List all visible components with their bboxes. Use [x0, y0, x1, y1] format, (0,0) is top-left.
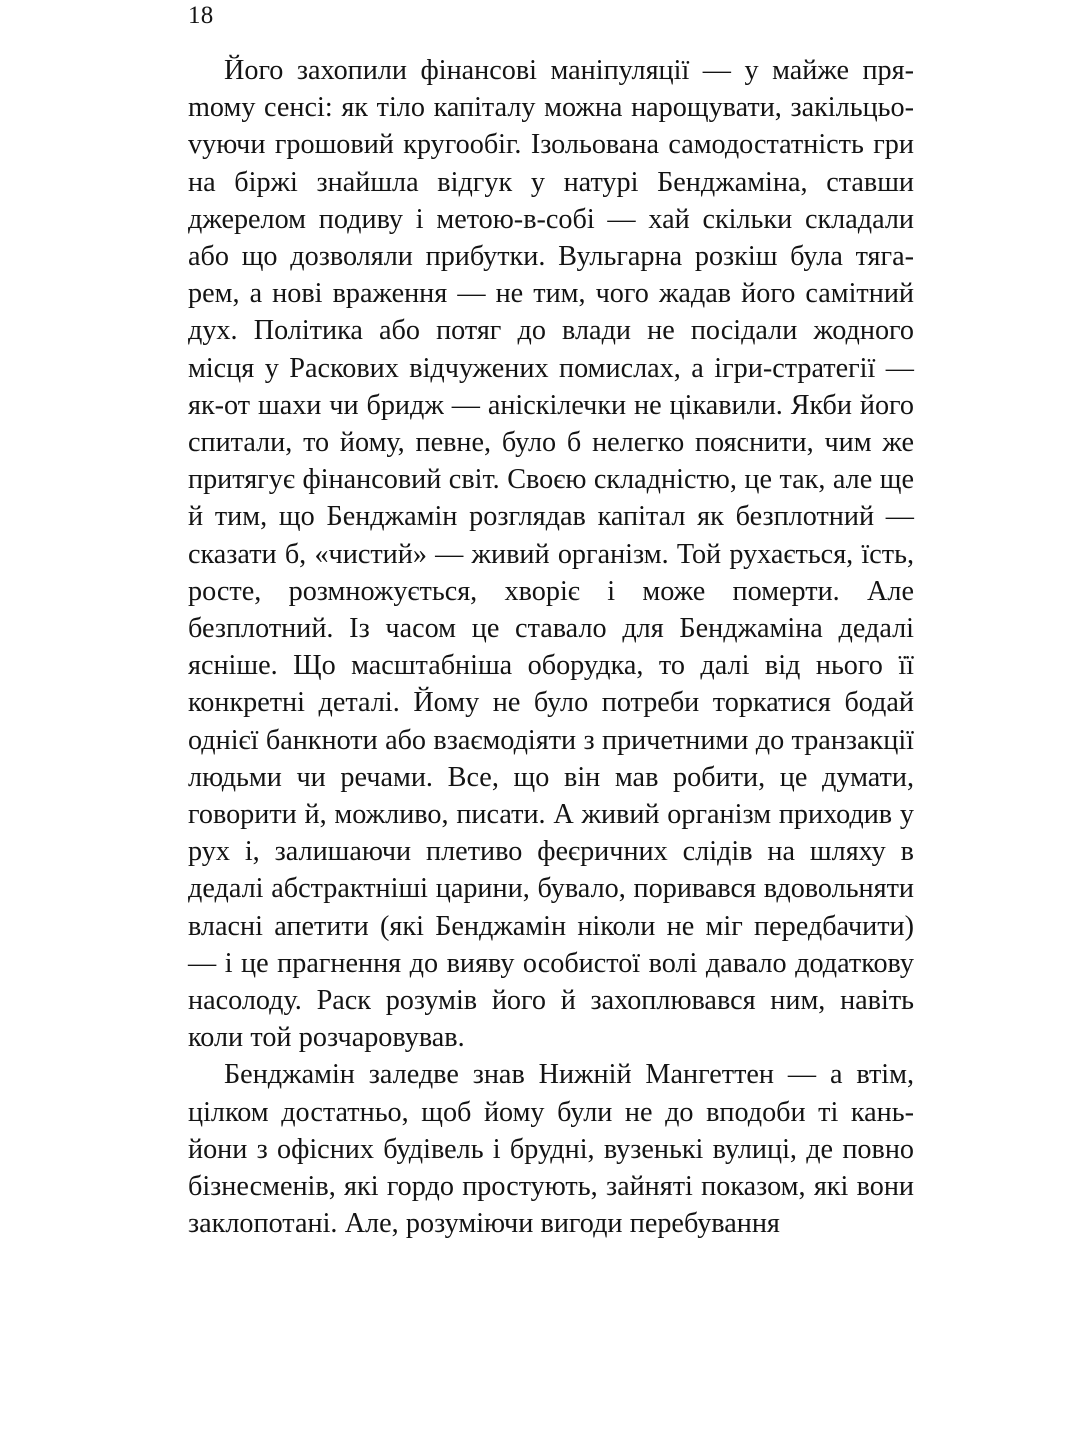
- body-text: [188, 52, 914, 1243]
- paragraph: Бенджамін заледве знав Нижній Мангеттен — а втім, цілком достатньо, щоб йому були не до вподоби ті каньйони з офісних будівель і брудні, вузенькі вулиці, де повно бізнесменів, які гордо простують, зайняті показом, які вони заклопотані. Але, розуміючи вигоди перебування: [188, 1059, 914, 1240]
- page-number: 18: [188, 2, 214, 29]
- paragraph: Його захопили фінансові маніпуляції — у майже пряmому сенсі: як тіло капіталу можна нарощувати, закільцьоvуючи грошовий кругообіг. Ізольована самодостатність гри на біржі знайшла відгук у натурі Бенджаміна, ставши джерелом подиву і метою-в-собі — хай скільки складали або що дозволяли прибутки. Вульгарна розкіш була тягарем, а нові враження — не тим, чого жадав його самітний дух. Політика або потяг до влади не посідали жодного місця у Раскових відчужених помислах, а ігри-стратегії — як-от шахи чи бридж — аніскілечки не цікавили. Якби його спитали, то йому, певне, було б нелегко пояснити, чим же притягує фінансовий світ. Своєю складністю, це так, але ще й тим, що Бенджамін розглядав капітал як безплотний — сказати б, «чистий» — живий організм. Той рухається, їсть, росте, розмножується, хворіє і може померти. Але безплотний. Із часом це ставало для Бенджаміна дедалі ясніше. Що масштабніша оборудка, то далі від нього її конкретні деталі. Йому не було потреби торкатися бодай однієї банкноти або взаємодіяти з причетними до транзакції людьми чи речами. Все, що він мав робити, це думати, говорити й, можливо, писати. А живий організм приходив у рух і, залишаючи плетиво феєричних слідів на шляху в дедалі абстрактніші царини, бувало, поривався вдовольняти власні апетити (які Бенджамін ніколи не міг передбачити) — і це прагнення до вияву особистої волі давало додаткову насолоду. Раск розумів його й захоплювався ним, навіть коли той розчаровував.: [188, 55, 914, 1054]
